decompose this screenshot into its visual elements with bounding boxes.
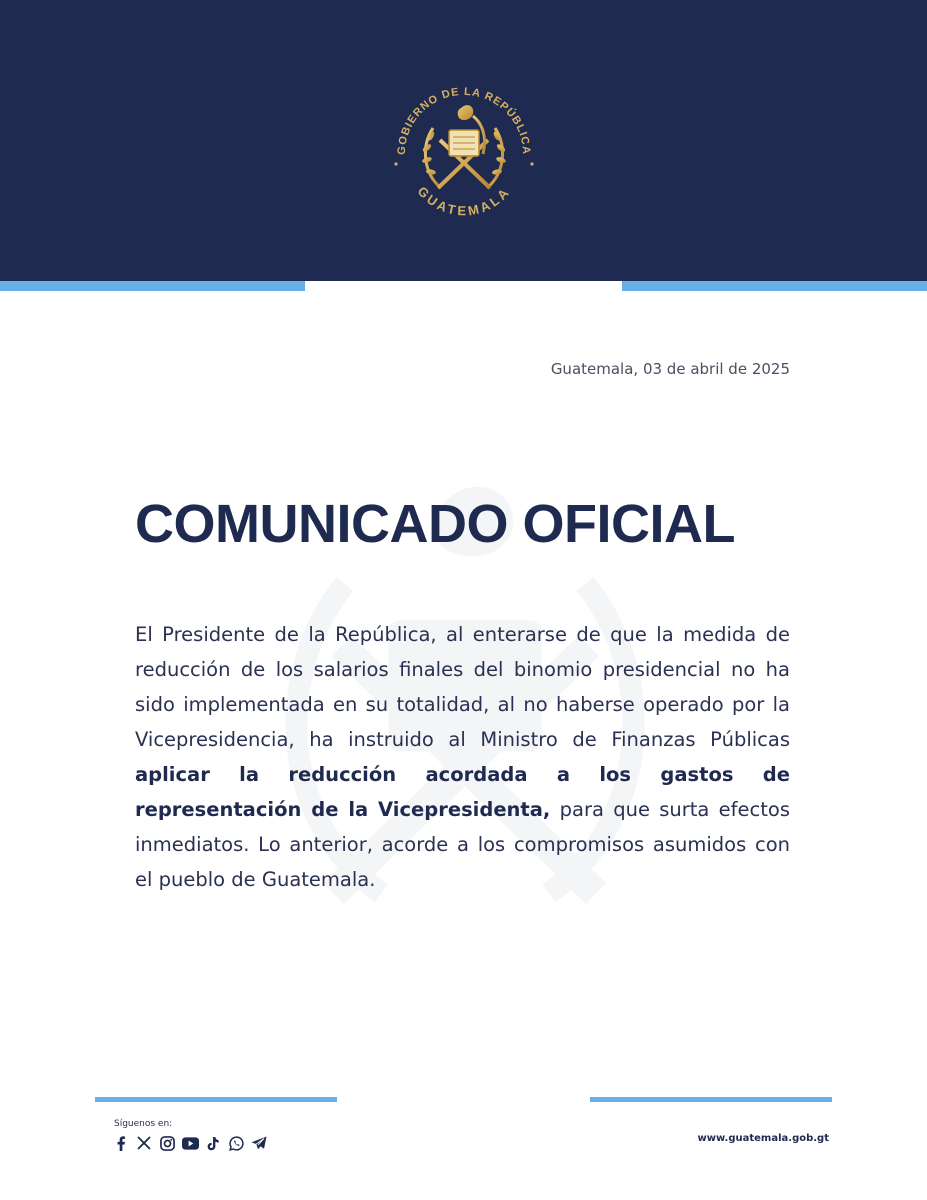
header-accent-right (622, 281, 927, 291)
seal-text-bottom: GUATEMALA (414, 183, 514, 219)
footer-accent-left (95, 1097, 337, 1102)
coat-of-arms-seal (383, 68, 545, 230)
facebook-icon[interactable] (112, 1134, 130, 1152)
document-body (135, 617, 790, 897)
document-title: COMUNICADO OFICIAL (135, 494, 735, 554)
x-icon[interactable] (135, 1134, 153, 1152)
seal-text-top: GOBIERNO DE LA REPÚBLICA (395, 85, 533, 156)
website-link[interactable]: www.guatemala.gob.gt (697, 1133, 829, 1144)
telegram-icon[interactable] (250, 1134, 268, 1152)
document-date: Guatemala, 03 de abril de 2025 (550, 360, 790, 378)
social-links (112, 1134, 268, 1152)
body-highlight: aplicar la reducción acordada a los gastos de representación de la Vicepresidenta, (135, 763, 790, 821)
svg-text:GUATEMALA (415, 184, 514, 219)
tiktok-icon[interactable] (204, 1134, 222, 1152)
follow-label: Síguenos en: (114, 1119, 173, 1129)
header-accent-left (0, 281, 305, 291)
whatsapp-icon[interactable] (227, 1134, 245, 1152)
youtube-icon[interactable] (181, 1134, 199, 1152)
body-ending: para que surta efectos inmediatos. Lo anterior, acorde a los compromisos asumidos con el pueblo de Guatemala. (135, 798, 790, 891)
footer-accent-right (590, 1097, 832, 1102)
body-intro: El Presidente de la República, al enterarse de que la medida de reducción de los salarios finales del binomio presidencial no ha sido implementada en su totalidad, al no haberse operado por la Vicepresidencia, ha instruido al Ministro de Finanzas Públicas (135, 623, 790, 751)
instagram-icon[interactable] (158, 1134, 176, 1152)
